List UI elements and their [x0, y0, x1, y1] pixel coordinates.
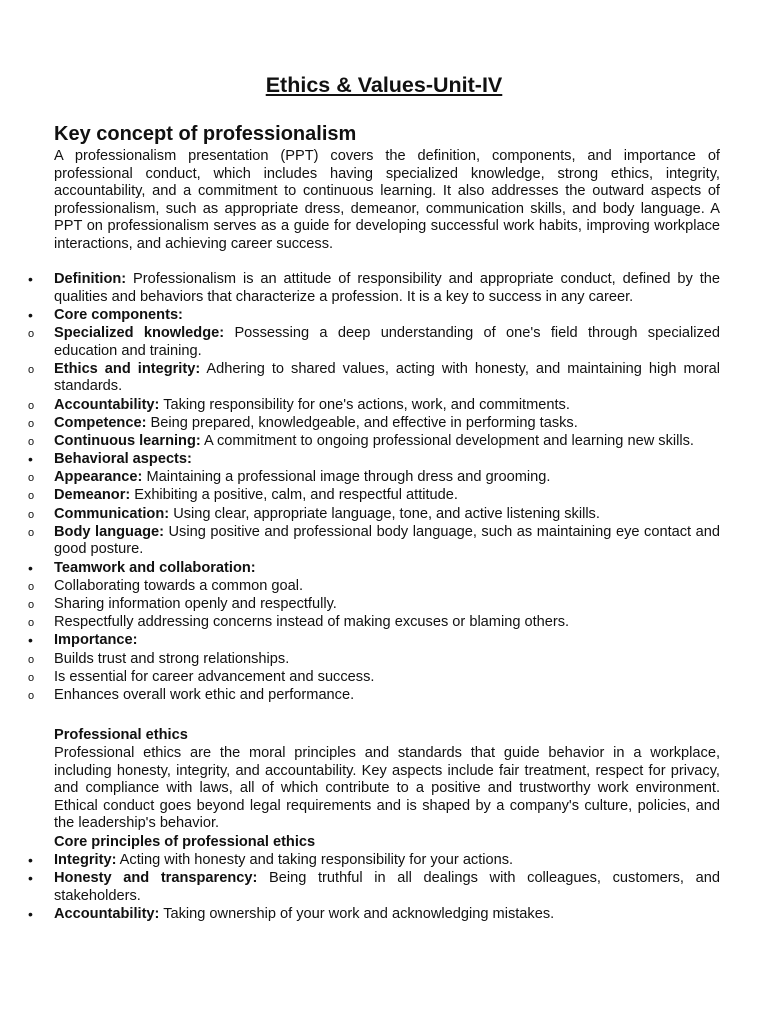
bullet-icon: •: [28, 852, 33, 868]
item-label: Accountability:: [54, 396, 160, 413]
list-item: [0, 870, 720, 905]
list-item: [0, 596, 720, 614]
item-label: Core components:: [54, 306, 183, 323]
list-item: [0, 469, 720, 487]
item-text: Acting with honesty and taking responsibility for your actions.: [116, 852, 514, 868]
list-item: [0, 651, 720, 669]
item-text: Being prepared, knowledgeable, and effective in performing tasks.: [146, 414, 578, 431]
item-label: Definition:: [54, 271, 127, 287]
circle-bullet-icon: o: [28, 526, 35, 539]
item-text: Being truthful in all dealings with colleagues, customers, and stakeholders.: [54, 870, 720, 904]
list-item: [0, 361, 720, 396]
item-label: Demeanor:: [54, 487, 131, 504]
item-label: Appearance:: [54, 469, 143, 486]
item-label: Body language:: [54, 523, 164, 540]
item-label: Importance:: [54, 632, 138, 649]
circle-bullet-icon: o: [28, 671, 35, 684]
ethics-heading: Professional ethics: [54, 727, 188, 743]
item-text: Sharing information openly and respectfully.: [54, 596, 337, 612]
item-text: A commitment to ongoing professional development and learning new skills.: [200, 432, 694, 449]
bullet-icon: •: [28, 905, 33, 922]
item-label: Integrity:: [54, 852, 117, 868]
circle-bullet-icon: o: [28, 689, 35, 702]
circle-bullet-icon: o: [28, 617, 35, 630]
list-item: [0, 906, 720, 924]
item-text: Respectfully addressing concerns instead of making excuses or blaming others.: [54, 614, 570, 631]
list-item: [0, 560, 720, 578]
item-text: Professionalism is an attitude of responsibility and appropriate conduct, defined by the qualities and behaviors that characterize a profession. It is a key to success in any career.: [54, 271, 720, 305]
item-text: Taking responsibility for one's actions, work, and commitments.: [159, 396, 570, 413]
item-label: Ethics and integrity:: [54, 360, 201, 377]
item-label: Communication:: [54, 505, 170, 522]
bullet-icon: •: [28, 451, 33, 468]
item-text: Maintaining a professional image through dress and grooming.: [142, 469, 551, 486]
list-item: [0, 415, 720, 433]
list-item: [0, 578, 720, 596]
item-text: Builds trust and strong relationships.: [54, 650, 290, 667]
list-item: [0, 687, 720, 705]
list-item: [0, 433, 720, 451]
item-text: Enhances overall work ethic and performance.: [54, 686, 355, 703]
bullet-icon: •: [28, 306, 33, 323]
item-text: Collaborating towards a common goal.: [54, 577, 304, 594]
page-title: Ethics & Values-Unit-IV: [265, 73, 503, 97]
item-label: Behavioral aspects:: [54, 451, 192, 468]
professionalism-list: [0, 271, 768, 705]
list-item: [0, 524, 720, 559]
circle-bullet-icon: o: [28, 327, 35, 340]
intro-paragraph: A professionalism presentation (PPT) covers the definition, components, and importance of professional conduct, which includes having specialized knowledge, strong ethics, integrity, accountability, and a commitment to continuous learning. It also addresses the outward aspects of professionalism, such as appropriate dress, demeanor, communication skills, and body language. A PPT on professionalism serves as a guide for developing successful work habits, improving workplace interactions, and achieving career success.: [54, 148, 720, 252]
list-item: [0, 451, 720, 469]
item-label: Continuous learning:: [54, 432, 201, 449]
item-text: Possessing a deep understanding of one's field through specialized education and training.: [54, 324, 720, 359]
bullet-icon: •: [28, 559, 33, 576]
item-text: Using clear, appropriate language, tone, and active listening skills.: [169, 505, 600, 522]
circle-bullet-icon: o: [28, 599, 35, 611]
bullet-icon: •: [28, 271, 33, 287]
circle-bullet-icon: o: [28, 580, 35, 593]
item-text: Is essential for career advancement and success.: [54, 668, 375, 685]
item-text: Using positive and professional body language, such as maintaining eye contact and good posture.: [54, 523, 720, 558]
circle-bullet-icon: o: [28, 653, 35, 666]
list-item: [0, 632, 720, 650]
circle-bullet-icon: o: [28, 399, 35, 412]
list-item: [0, 614, 720, 632]
bullet-icon: •: [28, 870, 33, 887]
section-heading: Key concept of professionalism: [54, 123, 357, 145]
circle-bullet-icon: o: [28, 490, 35, 503]
ethics-paragraph: Professional ethics are the moral principles and standards that guide behavior in a workplace, including honesty, integrity, and accountability. Key aspects include fair treatment, respect for privacy, and compliance with laws, all of which contribute to a positive and trustworthy work environment. Ethical conduct goes beyond legal requirements and is shaped by a company's culture, policies, and the leadership's behavior.: [54, 745, 720, 832]
list-item: [0, 307, 720, 325]
circle-bullet-icon: o: [28, 435, 35, 448]
list-item: [0, 487, 720, 505]
item-label: Honesty and transparency:: [54, 870, 258, 887]
item-label: Accountability:: [54, 905, 160, 922]
list-item: [0, 325, 720, 360]
list-item: [0, 669, 720, 687]
circle-bullet-icon: o: [28, 472, 35, 485]
circle-bullet-icon: o: [28, 363, 35, 376]
ethics-principles-list: [0, 852, 768, 924]
item-label: Teamwork and collaboration:: [54, 559, 256, 576]
item-text: Taking ownership of your work and acknowledging mistakes.: [159, 905, 555, 922]
item-label: Specialized knowledge:: [54, 324, 225, 341]
list-item: [0, 397, 720, 415]
list-item: [0, 852, 720, 870]
item-text: Adhering to shared values, acting with honesty, and maintaining high moral standards.: [54, 360, 721, 395]
circle-bullet-icon: o: [28, 508, 35, 521]
item-label: Competence:: [54, 414, 147, 431]
bullet-icon: •: [28, 632, 33, 649]
list-item: [0, 506, 720, 524]
item-text: Exhibiting a positive, calm, and respectful attitude.: [130, 487, 458, 504]
core-principles-heading: Core principles of professional ethics: [54, 834, 316, 850]
list-item: [0, 271, 720, 306]
circle-bullet-icon: o: [28, 417, 35, 430]
